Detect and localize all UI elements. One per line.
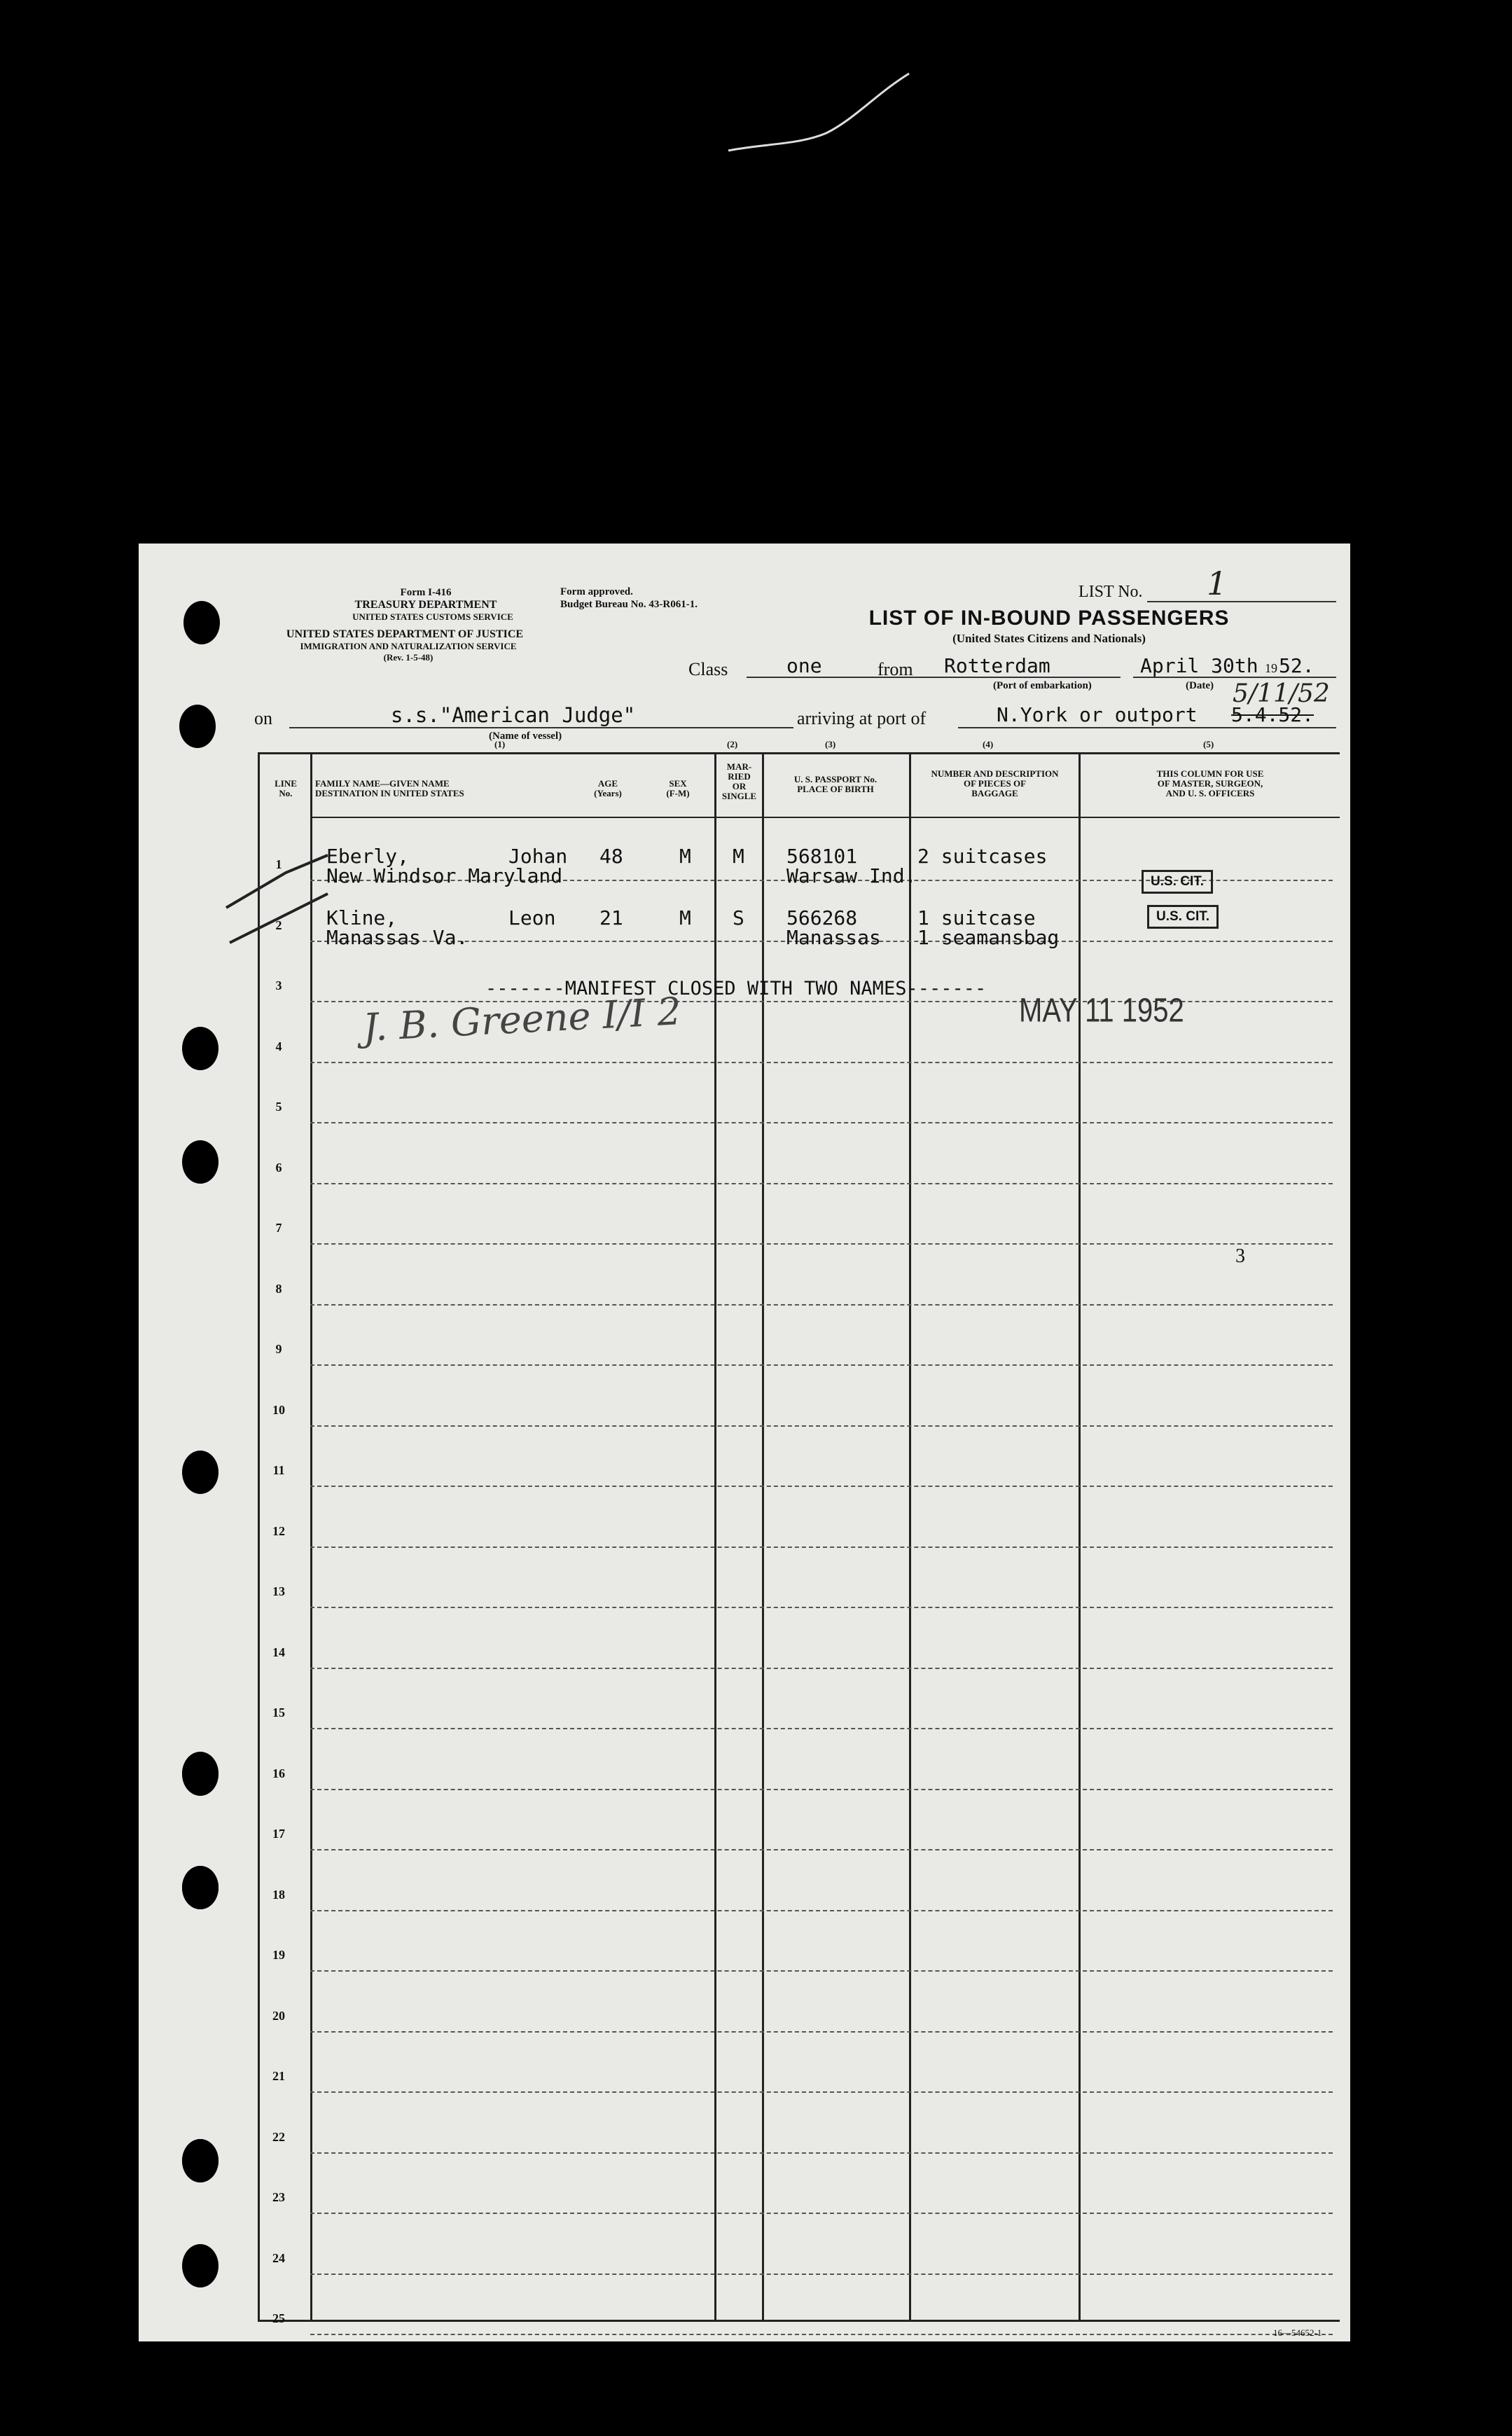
column-header-line: (F-M) bbox=[666, 788, 690, 798]
line-number: 4 bbox=[275, 1039, 282, 1053]
line-number: 11 bbox=[272, 1463, 285, 1477]
passenger-passport: 566268 bbox=[786, 906, 858, 929]
table-bottom-rule bbox=[258, 2320, 1340, 2322]
row-rule bbox=[310, 1910, 1333, 1911]
row-rule bbox=[310, 1607, 1333, 1608]
officers-header bbox=[1084, 769, 1336, 798]
list-number-label: LIST No. bbox=[1078, 583, 1143, 601]
column-header-line: (Years) bbox=[594, 788, 622, 798]
column-header-line: OF MASTER, SURGEON, bbox=[1157, 778, 1263, 789]
ins-service: IMMIGRATION AND NATURALIZATION SERVICE bbox=[300, 641, 517, 651]
line-number: 25 bbox=[272, 2311, 285, 2325]
column-number: (1) bbox=[494, 739, 506, 749]
row-rule bbox=[310, 1364, 1333, 1366]
punch-hole bbox=[179, 705, 216, 748]
column-header-line: DESTINATION IN UNITED STATES bbox=[315, 788, 464, 798]
row-rule bbox=[310, 2031, 1333, 2033]
vessel-name: s.s."American Judge" bbox=[391, 703, 636, 727]
line-number: 14 bbox=[272, 1645, 285, 1659]
class-label: Class bbox=[688, 659, 728, 679]
age-header bbox=[580, 779, 636, 798]
row-rule bbox=[310, 2152, 1333, 2154]
row-rule bbox=[310, 1789, 1333, 1790]
header-bottom-rule bbox=[310, 817, 1340, 818]
line-number: 13 bbox=[272, 1584, 285, 1598]
line-number: 9 bbox=[275, 1342, 282, 1356]
column-number: (2) bbox=[727, 739, 738, 749]
passenger-baggage: 1 suitcase bbox=[917, 906, 1036, 929]
punch-hole bbox=[182, 1140, 219, 1184]
row-rule bbox=[310, 1849, 1333, 1850]
row-rule bbox=[310, 1728, 1333, 1729]
line-number: 8 bbox=[275, 1281, 282, 1296]
line-number: 6 bbox=[275, 1160, 282, 1175]
form-approved: Form approved. bbox=[560, 586, 633, 597]
row-rule bbox=[310, 1183, 1333, 1184]
port-caption: (Port of embarkation) bbox=[993, 680, 1092, 691]
row-rule bbox=[310, 2091, 1333, 2093]
passenger-sex: M bbox=[679, 906, 691, 929]
passenger-marital: M bbox=[733, 845, 744, 868]
arrival-date-handwritten: 5/11/52 bbox=[1233, 679, 1330, 708]
arrival-port: N.York or outport bbox=[997, 703, 1198, 726]
manifest-page bbox=[139, 544, 1350, 2341]
line-number: 24 bbox=[272, 2250, 285, 2265]
passenger-destination: New Windsor Maryland bbox=[326, 864, 563, 887]
form-number: Form I-416 bbox=[400, 587, 452, 598]
passenger-destination: Manassas Va. bbox=[326, 926, 469, 949]
passport-header bbox=[765, 775, 906, 794]
passenger-family-name: Eberly, bbox=[326, 845, 410, 868]
year-value: 52. bbox=[1279, 654, 1315, 677]
baggage-header bbox=[913, 769, 1077, 798]
table-top-rule bbox=[258, 752, 1340, 754]
on-label: on bbox=[254, 708, 272, 728]
passenger-birthplace: Warsaw Ind. bbox=[786, 864, 917, 887]
line-number: 10 bbox=[272, 1402, 285, 1417]
citizen-stamp: U.S. CIT. bbox=[1147, 905, 1219, 929]
column-header-line: SEX bbox=[669, 778, 687, 789]
line-number: 19 bbox=[272, 1948, 285, 1962]
table-left-rule bbox=[258, 752, 260, 2321]
list-number-value: 1 bbox=[1207, 565, 1228, 602]
baggage-column-right-rule bbox=[1078, 752, 1081, 2321]
name-destination-header bbox=[315, 779, 464, 798]
line-no-header bbox=[265, 779, 307, 798]
passenger-baggage: 2 suitcases bbox=[917, 845, 1048, 868]
passenger-age: 21 bbox=[599, 906, 623, 929]
column-header-line: BAGGAGE bbox=[971, 788, 1018, 798]
arrival-port-underline bbox=[958, 727, 1336, 728]
passenger-passport: 568101 bbox=[786, 845, 858, 868]
line-number: 21 bbox=[272, 2069, 285, 2083]
punch-hole bbox=[183, 601, 220, 644]
port-of-embarkation: Rotterdam bbox=[944, 654, 1050, 677]
vessel-caption: (Name of vessel) bbox=[489, 731, 562, 742]
punch-hole bbox=[182, 1027, 219, 1070]
line-no-column-rule bbox=[310, 752, 312, 2321]
check-mark-icon bbox=[223, 852, 335, 950]
passenger-baggage-secondary: 1 seamansbag bbox=[917, 926, 1060, 949]
column-header-line: RIED bbox=[728, 771, 751, 782]
citizen-stamp: U.S. CIT. bbox=[1142, 870, 1213, 894]
row-rule bbox=[310, 1668, 1333, 1669]
line-number: 7 bbox=[275, 1221, 282, 1235]
form-footer-code: 16—54652-1 bbox=[1273, 2327, 1322, 2338]
column-header-line: AGE bbox=[597, 778, 618, 789]
column-header-line: U. S. PASSPORT No. bbox=[793, 774, 878, 784]
punch-hole bbox=[182, 1866, 219, 1909]
column-number: (5) bbox=[1203, 739, 1214, 749]
column-number: (4) bbox=[983, 739, 994, 749]
line-number: 1 bbox=[275, 857, 282, 871]
line-no-header-line: No. bbox=[279, 788, 293, 798]
line-number: 5 bbox=[275, 1100, 282, 1114]
row-rule bbox=[310, 1486, 1333, 1487]
margin-note: 3 bbox=[1235, 1245, 1245, 1267]
line-number: 12 bbox=[272, 1523, 285, 1538]
passenger-age: 48 bbox=[599, 845, 623, 868]
date-caption: (Date) bbox=[1186, 680, 1214, 691]
row-rule bbox=[310, 1546, 1333, 1548]
class-value: one bbox=[786, 654, 822, 677]
customs-service: UNITED STATES CUSTOMS SERVICE bbox=[352, 611, 513, 622]
row-rule bbox=[310, 2274, 1333, 2275]
line-number: 18 bbox=[272, 1887, 285, 1902]
passenger-family-name: Kline, bbox=[326, 906, 398, 929]
punch-hole bbox=[182, 1451, 219, 1494]
list-number-underline bbox=[1147, 601, 1336, 602]
passenger-marital: S bbox=[733, 906, 744, 929]
date-stamp: MAY 11 1952 bbox=[1019, 992, 1184, 1030]
row-rule bbox=[310, 1304, 1333, 1306]
column-number: (3) bbox=[825, 739, 836, 749]
departure-date: April 30th bbox=[1140, 654, 1258, 677]
column-header-line: FAMILY NAME—GIVEN NAME bbox=[315, 778, 450, 789]
passenger-given-name: Johan bbox=[508, 845, 568, 868]
row-rule bbox=[310, 2213, 1333, 2214]
row-rule bbox=[310, 2334, 1333, 2335]
line-number: 16 bbox=[272, 1766, 285, 1780]
punch-hole bbox=[182, 2139, 219, 2182]
line-number: 3 bbox=[275, 978, 282, 992]
passenger-given-name: Leon bbox=[508, 906, 556, 929]
sex-header bbox=[657, 779, 699, 798]
column-header-line: OR bbox=[732, 781, 747, 791]
marital-header bbox=[716, 762, 762, 801]
revision: (Rev. 1-5-48) bbox=[383, 652, 434, 663]
column-header-line: NUMBER AND DESCRIPTION bbox=[931, 768, 1059, 779]
year-prefix: 19 bbox=[1265, 661, 1277, 675]
row-rule bbox=[310, 1122, 1333, 1123]
row-rule bbox=[310, 1425, 1333, 1427]
line-number: 22 bbox=[272, 2129, 285, 2144]
punch-hole bbox=[182, 2244, 219, 2288]
arriving-label: arriving at port of bbox=[797, 708, 927, 728]
line-number: 17 bbox=[272, 1827, 285, 1841]
form-subtitle: (United States Citizens and Nationals) bbox=[952, 632, 1146, 645]
row-rule bbox=[310, 1062, 1333, 1063]
vessel-underline bbox=[289, 727, 793, 728]
treasury-department: TREASURY DEPARTMENT bbox=[354, 599, 497, 611]
line-no-header-line: LINE bbox=[275, 778, 297, 789]
passenger-sex: M bbox=[679, 845, 691, 868]
manifest-closed-line: -------MANIFEST CLOSED WITH TWO NAMES------- bbox=[485, 978, 987, 999]
line-number: 2 bbox=[275, 918, 282, 932]
column-header-line: SINGLE bbox=[721, 791, 757, 801]
from-label: from bbox=[878, 659, 913, 679]
column-header-line: AND U. S. OFFICERS bbox=[1165, 788, 1255, 798]
row-rule bbox=[310, 1243, 1333, 1245]
column-header-line: MAR- bbox=[726, 761, 752, 772]
line-number: 15 bbox=[272, 1705, 285, 1719]
punch-hole bbox=[182, 1752, 219, 1795]
officer-signature: J. B. Greene I/I 2 bbox=[361, 989, 683, 1050]
line-number: 23 bbox=[272, 2190, 285, 2204]
column-header-line: OF PIECES OF bbox=[963, 778, 1027, 789]
form-title: LIST OF IN-BOUND PASSENGERS bbox=[868, 607, 1230, 630]
budget-bureau: Budget Bureau No. 43-R061-1. bbox=[560, 599, 698, 610]
department-of-justice: UNITED STATES DEPARTMENT OF JUSTICE bbox=[286, 628, 524, 640]
line-number: 20 bbox=[272, 2008, 285, 2023]
column-header-line: PLACE OF BIRTH bbox=[797, 784, 874, 794]
arrival-date-struck: 5.4.52. bbox=[1231, 703, 1315, 726]
scan-scratch-mark bbox=[721, 67, 931, 165]
passenger-birthplace: Manassas bbox=[786, 926, 881, 949]
row-rule bbox=[310, 1970, 1333, 1972]
column-header-line: THIS COLUMN FOR USE bbox=[1156, 768, 1264, 779]
